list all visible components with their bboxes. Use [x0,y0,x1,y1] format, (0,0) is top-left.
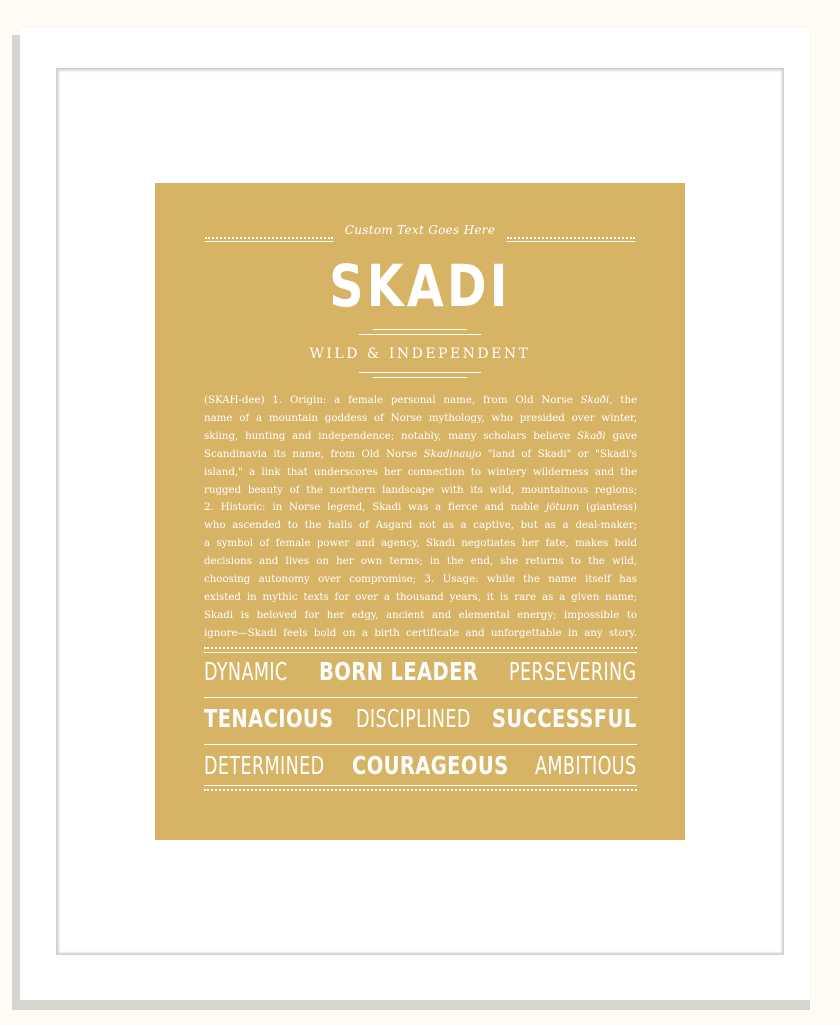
trait-word: PERSEVERING [509,657,638,686]
name-title: SKADI [329,252,511,320]
definition-line [204,464,637,482]
definition-italic-term: Skaði [580,394,610,406]
definition-line [204,625,637,643]
definition-text: Scandinavia its name, from Old Norse [204,447,424,460]
definition-line [204,446,637,464]
definition-text: name of a mountain goddess of Norse mythology, who presided over winter, [204,411,637,424]
definition-text: a symbol of female power and agency, Skadi negotiates her fate, makes bold [204,537,637,550]
trait-word: DISCIPLINED [355,704,471,733]
definition-line [204,589,637,607]
traits-top-thin-rule [204,652,637,653]
trait-word: DETERMINED [204,751,325,780]
definition-text: rugged beauty of the northern landscape with its wild, mountainous regions; [204,483,637,496]
definition-line [204,517,637,535]
tagline-rule-bottom-1 [359,372,481,373]
trait-word: COURAGEOUS [351,751,509,780]
traits-divider-1 [204,697,637,698]
custom-text: Custom Text Goes Here [344,223,496,237]
definition-italic-term: jötunn [546,501,580,514]
definition-line [204,410,637,428]
definition-text: (giantess) [579,501,637,514]
name-meaning-print [155,183,685,840]
definition-text: who ascended to the halls of Asgard not as a captive, but as a deal-maker; [204,519,637,532]
definition-line [204,535,637,553]
definition-line [204,482,637,500]
trait-word: SUCCESSFUL [492,704,638,733]
definition-line [204,499,637,517]
definition-italic-term: Skadinaujo [423,447,482,460]
traits-row-1 [204,657,637,686]
definition-text: ignore—Skadi feels bold on a birth certificate and unforgettable in any story. [204,626,637,639]
definition-italic-term: Skaði [577,429,606,442]
definition-text: (SKAH-dee) 1. Origin: a female personal name, from Old Norse [204,394,581,406]
tagline-rule-top-1 [373,329,467,330]
definition-text: "land of Skadi" or "Skadi's [481,447,637,460]
tagline-rule-top-2 [359,334,481,335]
definition-line [204,553,637,571]
definition-text: island," a link that underscores her connection to wintery wilderness and the [204,465,637,478]
definition-text: choosing autonomy over compromise; 3. Usage: while the name itself has [204,573,637,586]
name-definition [204,392,637,643]
definition-text: Skadi is beloved for her edgy, ancient and elemental energy; impossible to [204,608,637,621]
top-left-dotted-rule [205,237,333,239]
definition-text: existed in mythic texts for over a thousand years, it is rare as a given name; [204,590,637,603]
definition-text: 2. Historic: in Norse legend, Skadi was a fierce and noble [204,501,547,514]
definition-line [204,571,637,589]
traits-bottom-dotted-rule [204,789,637,791]
top-left-thin-rule [205,241,333,242]
traits-row-3 [204,751,637,780]
definition-text: , the [609,394,637,406]
trait-word: BORN LEADER [318,657,479,686]
traits-divider-2 [204,744,637,745]
top-right-dotted-rule [507,237,635,239]
definition-line [204,428,637,446]
traits-row-2 [204,704,637,733]
tagline-rule-bottom-2 [373,377,467,378]
definition-line [204,607,637,625]
traits-bottom-thin-rule [204,785,637,786]
top-right-thin-rule [507,241,635,242]
definition-text: gave [605,429,637,442]
trait-word: AMBITIOUS [535,751,638,780]
definition-text: decisions and lives on her own terms; in the end, she returns to the wild, [204,555,637,568]
tagline: WILD & INDEPENDENT [309,346,531,362]
trait-word: DYNAMIC [204,657,288,686]
definition-line [204,392,637,410]
trait-word: TENACIOUS [204,704,334,733]
definition-text: skiing, hunting and independence; notably, many scholars believe [204,429,577,442]
traits-top-dotted-rule [204,647,637,649]
